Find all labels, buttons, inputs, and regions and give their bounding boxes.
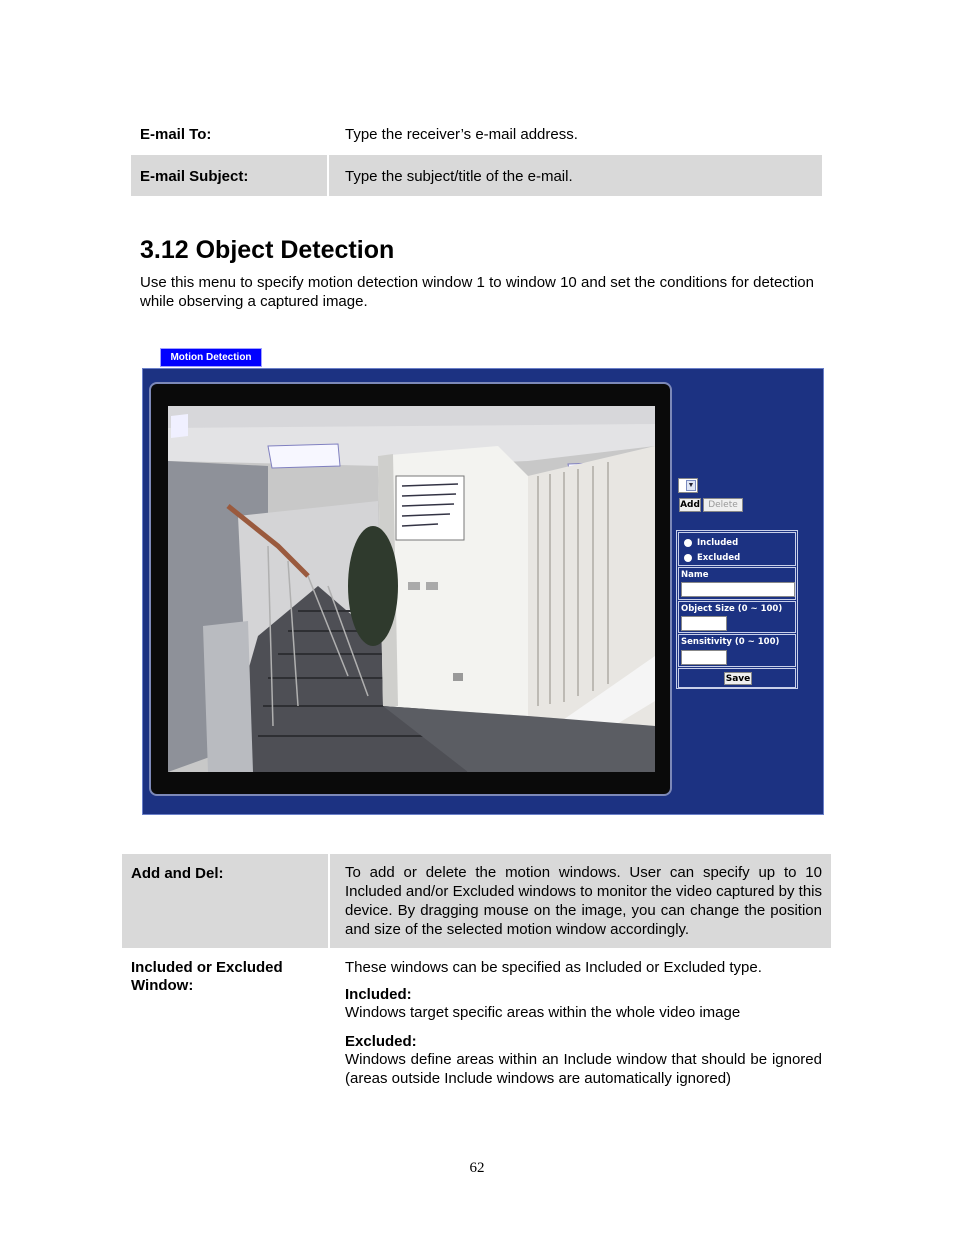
included-title: Included: (345, 986, 412, 1003)
save-button[interactable]: Save (725, 673, 751, 684)
add-button[interactable]: Add (680, 500, 700, 510)
included-excluded-label: Included or Excluded Window: (131, 959, 283, 994)
email-to-text: Type the receiver’s e-mail address. (345, 126, 578, 143)
object-size-input[interactable] (681, 616, 727, 631)
delete-button[interactable]: Delete (703, 498, 743, 512)
motion-detection-tab[interactable]: Motion Detection (160, 348, 262, 367)
email-subject-row (131, 155, 822, 196)
email-subject-text: Type the subject/title of the e-mail. (345, 168, 573, 185)
radio-icon (684, 554, 692, 562)
section-title: 3.12 Object Detection (140, 236, 395, 264)
sensitivity-input[interactable] (681, 650, 727, 665)
hallway-scene (168, 406, 655, 772)
column-divider (328, 854, 330, 948)
included-text: Windows target specific areas within the whole video image (345, 1004, 741, 1021)
email-to-row (131, 114, 822, 154)
column-divider (327, 155, 329, 196)
radio-icon (684, 539, 692, 547)
object-size-label: Object Size (0 ~ 100) (681, 604, 783, 614)
name-input[interactable] (681, 582, 795, 597)
email-subject-label: E-mail Subject: (140, 168, 249, 185)
name-cell (678, 567, 796, 600)
sensitivity-cell (678, 634, 796, 667)
window-type-cell (678, 532, 796, 566)
add-del-label: Add and Del: (131, 865, 224, 882)
included-excluded-row (122, 948, 831, 1098)
excluded-title: Excluded: (345, 1033, 417, 1050)
excluded-label: Excluded (697, 553, 741, 563)
object-size-cell (678, 601, 796, 633)
save-cell (678, 668, 796, 688)
excluded-radio[interactable] (684, 553, 740, 563)
email-to-label: E-mail To: (140, 126, 212, 143)
included-label: Included (697, 538, 739, 548)
add-del-row (122, 854, 831, 948)
window-settings-form (676, 530, 798, 689)
video-image[interactable] (168, 406, 655, 772)
excluded-text: Windows define areas within an Include window that should be ignored (areas outside Include windows are automatically ignored) (345, 1051, 822, 1087)
included-radio[interactable] (684, 538, 738, 548)
add-del-text: To add or delete the motion windows. User can specify up to 10 Included and/or Excluded windows to monitor the video captured by this device. By dragging mouse on the image, you can change the position and size of the selected motion window accordingly. (345, 864, 822, 938)
sensitivity-label: Sensitivity (0 ~ 100) (681, 637, 780, 647)
chevron-down-icon: ▼ (687, 482, 695, 489)
window-select[interactable] (678, 478, 698, 493)
section-intro: Use this menu to specify motion detection window 1 to window 10 and set the conditions for detection while observing a captured image. (140, 274, 814, 310)
name-label: Name (681, 570, 709, 580)
page-number: 62 (469, 1160, 485, 1176)
included-excluded-text: These windows can be specified as Included or Excluded type. (345, 959, 762, 976)
